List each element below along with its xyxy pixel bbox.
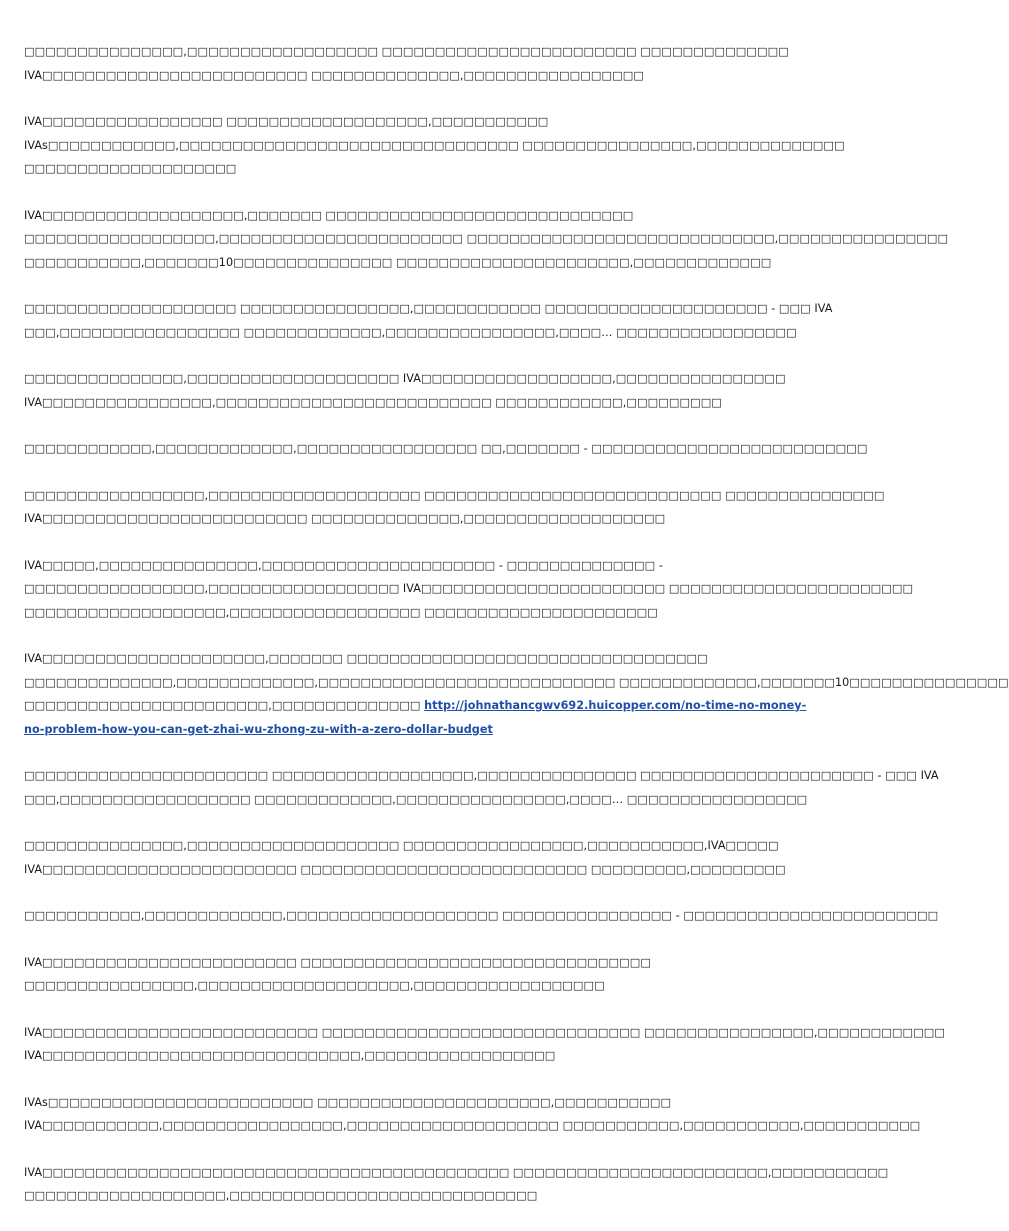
text-line: □□□□□□□□□□□□□□□□□□□,□□□□□□□□□□□□□□□□□□□□□□□□□□□□□ bbox=[24, 1189, 538, 1202]
text-line: □□□□□□□□□□□□□□□,□□□□□□□□□□□□□□□□□□□□ □□□□□□□□□□□□□□□□□,□□□□□□□□□□□,IVA□□□□□ bbox=[24, 839, 779, 852]
text-line: □□□□□□□□□□□□□□□□□,□□□□□□□□□□□□□□□□□□ IVA□□□□□□□□□□□□□□□□□□□□□□□ □□□□□□□□□□□□□□□□□□□□□□□ bbox=[24, 582, 914, 595]
paragraph-2 bbox=[24, 110, 845, 181]
text-line: IVA□□□□□□□□□□□□□□□□□ □□□□□□□□□□□□□□□□□□□,□□□□□□□□□□□ bbox=[24, 115, 549, 128]
text-line: IVA□□□□□□□□□□□□□□□□□□□□□□□□□ □□□□□□□□□□□□□□,□□□□□□□□□□□□□□□□□ bbox=[24, 68, 644, 82]
paragraph-16 bbox=[24, 1161, 889, 1208]
text-line: □□□□□□□□□□□□□□□□□□□□□□□,□□□□□□□□□□□□□□ bbox=[24, 699, 421, 712]
text-line: □□□□□□□□□□□□□□□□□□□□ □□□□□□□□□□□□□□□□,□□□□□□□□□□□□ □□□□□□□□□□□□□□□□□□□□□ - □□□ IVA bbox=[24, 302, 833, 315]
text-line: IVA□□□□□□□□□□□□□□□□,□□□□□□□□□□□□□□□□□□□□□□□□□□ □□□□□□□□□□□□,□□□□□□□□□ bbox=[24, 395, 722, 409]
paragraph-3 bbox=[24, 204, 949, 275]
text-line: □□□,□□□□□□□□□□□□□□□□□ □□□□□□□□□□□□□,□□□□□□□□□□□□□□□□,□□□□… □□□□□□□□□□□□□□□□□ bbox=[24, 325, 797, 339]
text-line: □□□□□□□□□□□□□□□,□□□□□□□□□□□□□□□□□□□□ IVA□□□□□□□□□□□□□□□□□□,□□□□□□□□□□□□□□□□ bbox=[24, 372, 786, 385]
paragraph-14 bbox=[24, 1021, 945, 1068]
paragraph-11 bbox=[24, 834, 786, 881]
paragraph-10 bbox=[24, 764, 939, 811]
paragraph-9 bbox=[24, 647, 1009, 741]
text-line: IVA□□□□□□□□□□□□□□□□□□□□□□□□ □□□□□□□□□□□□□□□□□□□□□□□□□□□□□□□□□ bbox=[24, 955, 651, 969]
text-line: □□□□□□□□□□□□□□□,□□□□□□□□□□□□□□□□□□ □□□□□□□□□□□□□□□□□□□□□□□□ □□□□□□□□□□□□□□ bbox=[24, 45, 789, 58]
text-line: IVA□□□□□□□□□□□□□□□□□□□□□□□□□□ □□□□□□□□□□□□□□□□□□□□□□□□□□□□□□ □□□□□□□□□□□□□□□□,□□□□□□□□□□□□ bbox=[24, 1025, 945, 1039]
text-line: IVAs□□□□□□□□□□□□□□□□□□□□□□□□□ □□□□□□□□□□□□□□□□□□□□□□,□□□□□□□□□□□ bbox=[24, 1095, 672, 1109]
text-line: □□□□□□□□□□□□□□□□□□□□□□□ □□□□□□□□□□□□□□□□□□□,□□□□□□□□□□□□□□□ □□□□□□□□□□□□□□□□□□□□□□ - □□□ IVA bbox=[24, 769, 939, 782]
document-body bbox=[24, 40, 1009, 1231]
text-line: □□□□□□□□□□□□□□,□□□□□□□□□□□□□,□□□□□□□□□□□□□□□□□□□□□□□□□□□□ □□□□□□□□□□□□□,□□□□□□□10□□□□□□□□□□□□□□□ bbox=[24, 675, 1009, 689]
paragraph-5 bbox=[24, 367, 786, 414]
text-line: IVAs□□□□□□□□□□□□,□□□□□□□□□□□□□□□□□□□□□□□□□□□□□□□□ □□□□□□□□□□□□□□□□,□□□□□□□□□□□□□□ bbox=[24, 138, 845, 152]
text-line: □□□□□□□□□□□□□□□□□□□□ bbox=[24, 162, 237, 175]
text-line: IVA□□□□□□□□□□□□□□□□□□□□□□□□□□□□□□□□□□□□□□□□□□□□ □□□□□□□□□□□□□□□□□□□□□□□□,□□□□□□□□□□□ bbox=[24, 1165, 889, 1179]
paragraph-4 bbox=[24, 297, 833, 344]
external-link-continued[interactable]: no-problem-how-you-can-get-zhai-wu-zhong-zu-with-a-zero-dollar-budget bbox=[24, 722, 493, 736]
external-link[interactable]: http://johnathancgwv692.huicopper.com/no-time-no-money- bbox=[424, 699, 807, 712]
text-line: IVA□□□□□,□□□□□□□□□□□□□□□,□□□□□□□□□□□□□□□□□□□□□□ - □□□□□□□□□□□□□□ - bbox=[24, 558, 663, 572]
paragraph-8 bbox=[24, 554, 914, 625]
text-line: IVA□□□□□□□□□□□□□□□□□□□□□□□□ □□□□□□□□□□□□□□□□□□□□□□□□□□□ □□□□□□□□□,□□□□□□□□□ bbox=[24, 862, 786, 876]
text-line: □□□□□□□□□□□□□□□□,□□□□□□□□□□□□□□□□□□□□,□□□□□□□□□□□□□□□□□□ bbox=[24, 979, 605, 992]
paragraph-7 bbox=[24, 484, 885, 531]
paragraph-13 bbox=[24, 951, 696, 998]
paragraph-15 bbox=[24, 1091, 921, 1138]
text-line: IVA□□□□□□□□□□□,□□□□□□□□□□□□□□□□□,□□□□□□□□□□□□□□□□□□□□ □□□□□□□□□□□,□□□□□□□□□□□,□□□□□□□□□□□ bbox=[24, 1119, 921, 1132]
text-line: □□□□□□□□□□□,□□□□□□□□□□□□□,□□□□□□□□□□□□□□□□□□□□ □□□□□□□□□□□□□□□□ - □□□□□□□□□□□□□□□□□□□□□□□□ bbox=[24, 909, 939, 922]
text-line: IVA□□□□□□□□□□□□□□□□□□□□□,□□□□□□□ □□□□□□□□□□□□□□□□□□□□□□□□□□□□□□□□□□ bbox=[24, 652, 708, 665]
text-line-with-link bbox=[24, 694, 807, 718]
text-line: □□□□□□□□□□□□,□□□□□□□□□□□□□,□□□□□□□□□□□□□□□□□ □□,□□□□□□□ - □□□□□□□□□□□□□□□□□□□□□□□□□□ bbox=[24, 442, 868, 455]
text-line: IVA□□□□□□□□□□□□□□□□□□□,□□□□□□□ □□□□□□□□□□□□□□□□□□□□□□□□□□□□□ bbox=[24, 208, 634, 222]
text-line: □□□,□□□□□□□□□□□□□□□□□□ □□□□□□□□□□□□□,□□□□□□□□□□□□□□□□,□□□□… □□□□□□□□□□□□□□□□□ bbox=[24, 792, 808, 806]
paragraph-1 bbox=[24, 40, 789, 87]
text-line: □□□□□□□□□□□□□□□□□,□□□□□□□□□□□□□□□□□□□□ □□□□□□□□□□□□□□□□□□□□□□□□□□□□ □□□□□□□□□□□□□□□ bbox=[24, 488, 885, 502]
text-line: IVA□□□□□□□□□□□□□□□□□□□□□□□□□□□□□□,□□□□□□□□□□□□□□□□□□ bbox=[24, 1049, 556, 1062]
text-line: □□□□□□□□□□□□□□□□□□,□□□□□□□□□□□□□□□□□□□□□□□ □□□□□□□□□□□□□□□□□□□□□□□□□□□□□,□□□□□□□□□□□□□□□□ bbox=[24, 232, 949, 245]
paragraph-12 bbox=[24, 904, 939, 928]
paragraph-6 bbox=[24, 437, 868, 461]
text-line: IVA□□□□□□□□□□□□□□□□□□□□□□□□□ □□□□□□□□□□□□□□,□□□□□□□□□□□□□□□□□□□ bbox=[24, 512, 666, 525]
text-line: □□□□□□□□□□□□□□□□□□□,□□□□□□□□□□□□□□□□□□ □□□□□□□□□□□□□□□□□□□□□□ bbox=[24, 605, 658, 619]
text-line: □□□□□□□□□□□,□□□□□□□10□□□□□□□□□□□□□□□ □□□□□□□□□□□□□□□□□□□□□□,□□□□□□□□□□□□□ bbox=[24, 255, 772, 269]
